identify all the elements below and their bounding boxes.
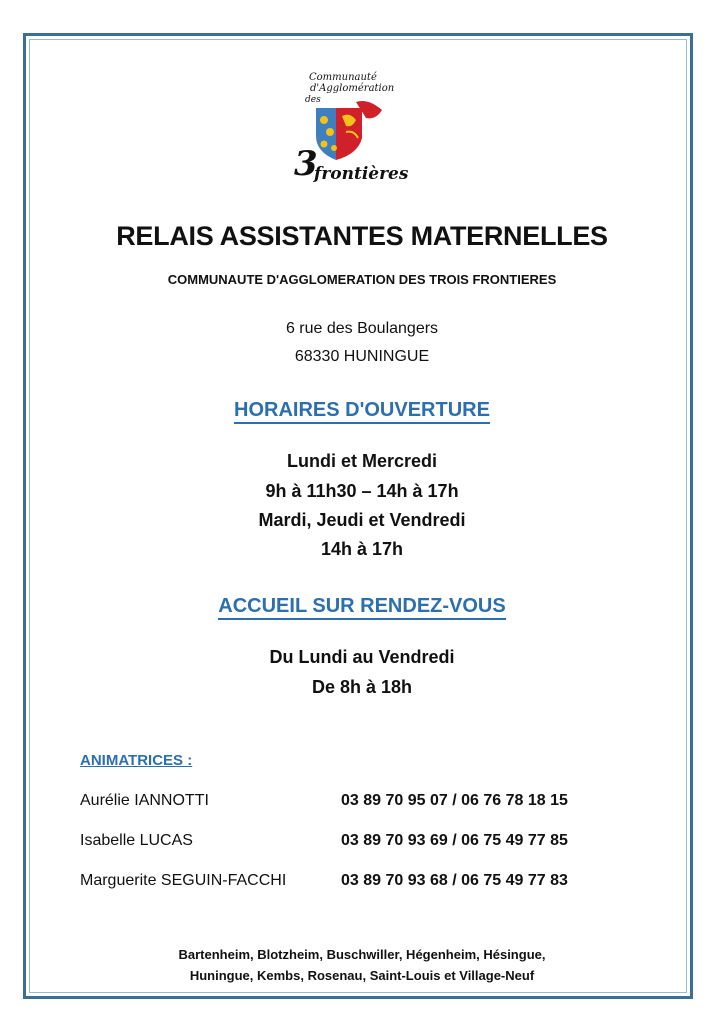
logo-text-line2: d'Agglomération: [310, 83, 395, 94]
hours-line: 14h à 17h: [320, 539, 404, 559]
hours-line: Mardi, Jeudi et Vendredi: [258, 510, 466, 530]
appointment-line: De 8h à 18h: [311, 677, 413, 697]
logo-word: frontières: [314, 164, 409, 184]
logo: [296, 72, 420, 194]
animatrices-heading: ANIMATRICES :: [80, 752, 193, 769]
logo-number: 3: [294, 144, 318, 184]
hours-line: 9h à 11h30 – 14h à 17h: [265, 481, 459, 501]
page-subtitle: COMMUNAUTE D'AGGLOMERATION DES TROIS FRONTIERES: [167, 272, 557, 287]
animatrice-name: Isabelle LUCAS: [80, 832, 193, 849]
logo-text-line3: des: [305, 95, 321, 105]
address-street: 6 rue des Boulangers: [285, 320, 439, 337]
page-title: RELAIS ASSISTANTES MATERNELLES: [116, 221, 608, 251]
animatrice-phone: 03 89 70 93 69 / 06 75 49 77 85: [341, 832, 568, 849]
opening-hours-heading: HORAIRES D'OUVERTURE: [0, 399, 724, 422]
animatrice-name: Marguerite SEGUIN-FACCHI: [80, 872, 287, 889]
footer-communes-line2: Huningue, Kembs, Rosenau, Saint-Louis et Village-Neuf: [189, 968, 535, 983]
animatrice-phone: 03 89 70 93 68 / 06 75 49 77 83: [341, 872, 568, 889]
logo-text-line1: Communauté: [309, 72, 377, 83]
footer-communes-line1: Bartenheim, Blotzheim, Buschwiller, Hégenheim, Hésingue,: [178, 947, 546, 962]
animatrice-phone: 03 89 70 95 07 / 06 76 78 18 15: [341, 792, 568, 809]
appointment-line: Du Lundi au Vendredi: [269, 647, 455, 667]
hours-line: Lundi et Mercredi: [286, 451, 438, 471]
appointment-heading: ACCUEIL SUR RENDEZ-VOUS: [0, 595, 724, 618]
animatrice-name: Aurélie IANNOTTI: [80, 792, 209, 809]
address-city: 68330 HUNINGUE: [294, 348, 430, 365]
